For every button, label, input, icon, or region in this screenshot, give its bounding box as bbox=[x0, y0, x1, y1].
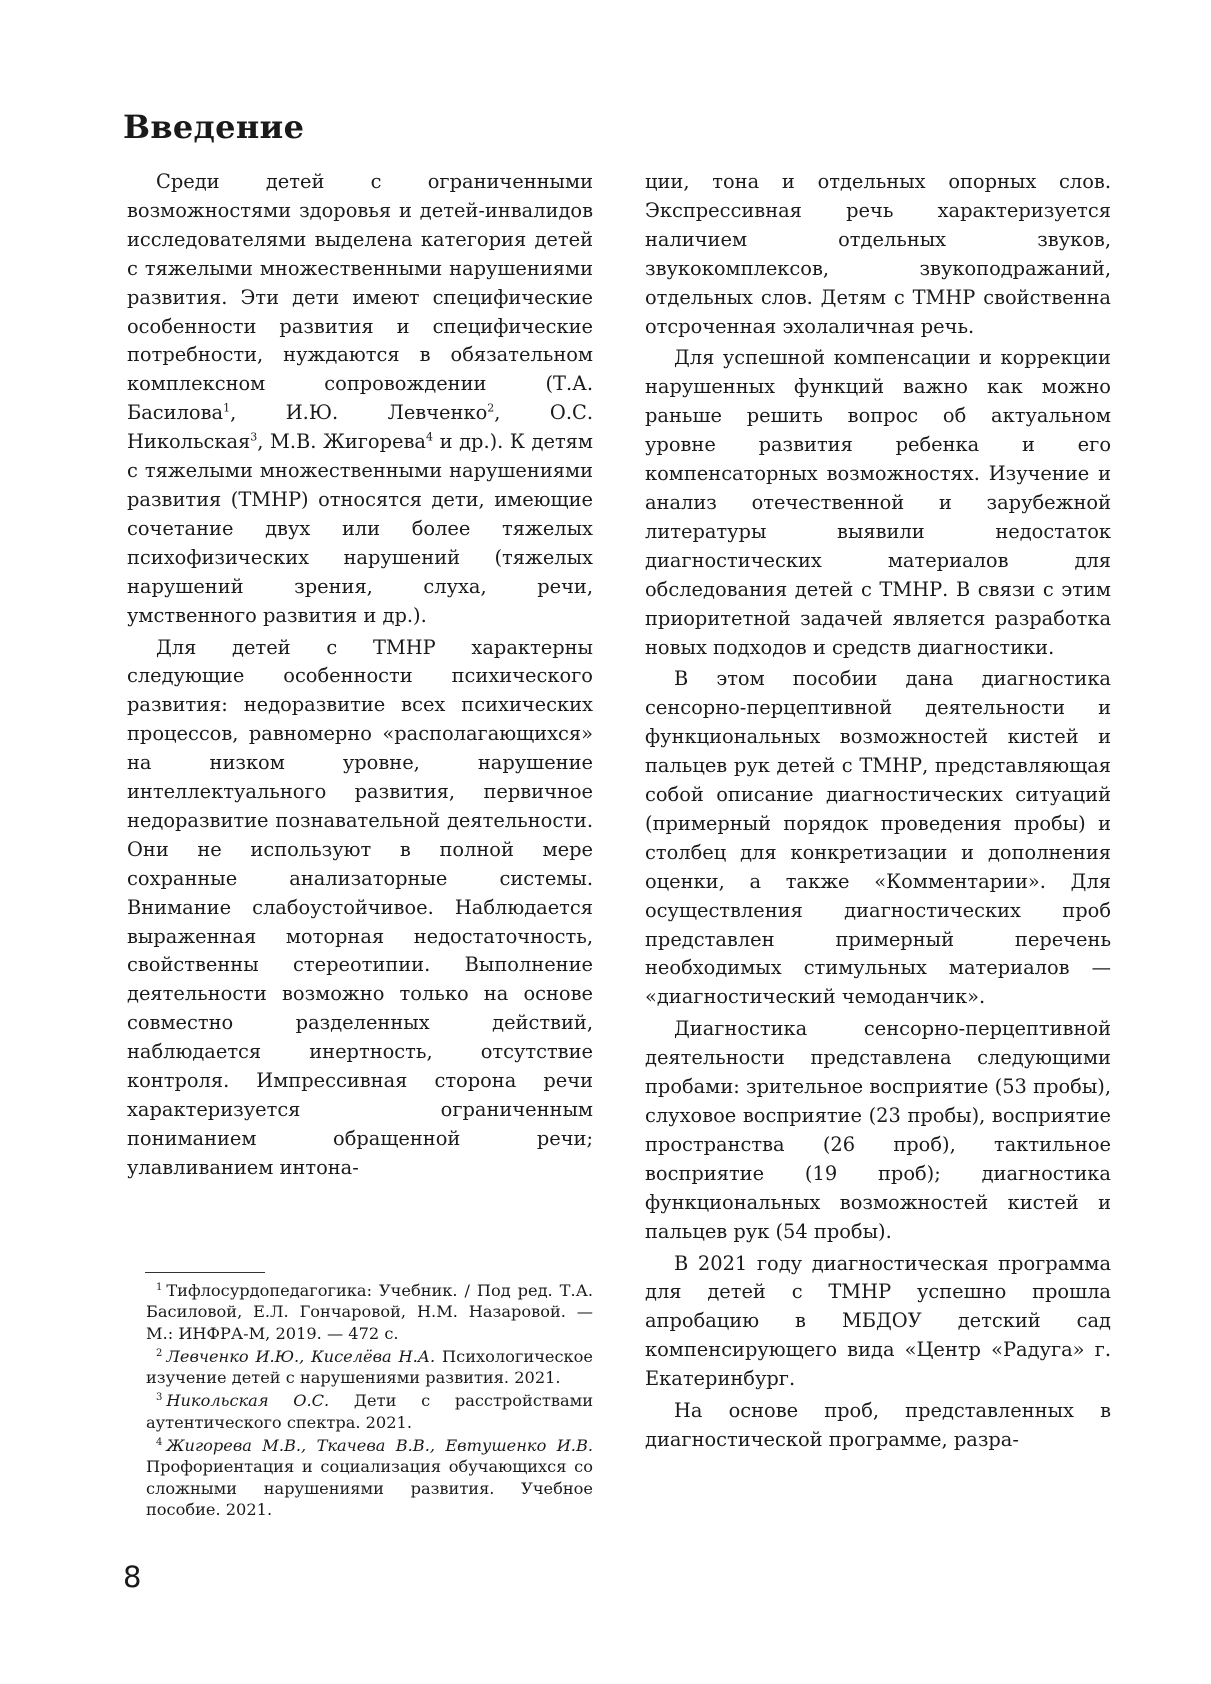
paragraph bbox=[127, 168, 593, 631]
paragraph-text: и др.). К детям с тяжелыми множественными нарушениями развития (ТМНР) относятся дети, имеющие сочетание двух или более тяжелых психофизических нарушений (тяжелых нарушений зрения, слуха, речи, умственного развития и др.). bbox=[127, 430, 593, 627]
paragraph-text: , И.Ю. Левченко bbox=[230, 401, 488, 425]
footnote-text: Тифлосурдопедагогика: Учебник. / Под ред. Т.А. Басиловой, Е.Л. Гончаровой, Н.М. Назаровой. — М.: ИНФРА-М, 2019. — 472 с. bbox=[146, 1281, 593, 1343]
paragraph: Диагностика сенсорно-перцептивной деятельности представлена следующими пробами: зрительное восприятие (53 пробы), слуховое восприятие (23 пробы), восприятие пространства (26 проб), тактильное восприятие (19 проб); диагностика функциональных возможностей кистей и пальцев рук (54 пробы). bbox=[645, 1017, 1111, 1243]
footnote-number: 3 bbox=[156, 1392, 163, 1404]
paragraph: Для детей с ТМНР характерны следующие особенности психического развития: недоразвитие всех психических процессов, равномерно «располагающихся» на низком уровне, нарушение интеллектуального развития, первичное недоразвитие познавательной деятельности. Они не используют в полной мере сохранные анализаторные системы. Внимание слабоустойчивое. Наблюдается выраженная моторная недостаточность, свойственны стереотипии. Выполнение деятельности возможно только на основе совместно разделенных действий, наблюдается инертность, отсутствие контроля. Импрессивная сторона речи характеризуется ограниченным пониманием обращенной речи; улавливанием интона- bbox=[127, 635, 593, 1179]
left-column bbox=[127, 168, 593, 1183]
footnote bbox=[146, 1346, 593, 1389]
paragraph-text: , О.С. Никольская bbox=[127, 401, 593, 454]
footnote-text: Дети с расстройствами аутентического спектра. 2021. bbox=[146, 1391, 593, 1432]
paragraph-text: Среди детей с ограниченными возможностями здоровья и детей-инвалидов исследователями выделена категория детей с тяжелыми множественными нарушениями развития. Эти дети имеют специфические особенности развития и специфические потребности, нуждаются в обязательном комплексном сопровождении (Т.А. Басилова bbox=[127, 170, 593, 425]
footnote bbox=[146, 1390, 593, 1433]
footnote-ref: 3 bbox=[250, 430, 258, 444]
footnote-ref: 4 bbox=[425, 430, 433, 444]
footnote-author: Левченко И.Ю., Киселёва Н.А. bbox=[166, 1346, 436, 1366]
page-number: 8 bbox=[123, 1560, 142, 1594]
footnote-author: Никольская О.С. bbox=[166, 1391, 330, 1411]
footnote-ref: 2 bbox=[487, 401, 495, 415]
page-title: Введение bbox=[123, 108, 305, 146]
right-column bbox=[645, 168, 1111, 1455]
footnotes bbox=[146, 1280, 593, 1522]
paragraph: В этом пособии дана диагностика сенсорно-перцептивной деятельности и функциональных возможностей кистей и пальцев рук детей с ТМНР, представляющая собой описание диагностических ситуаций (примерный порядок проведения пробы) и столбец для конкретизации и дополнения оценки, а также «Комментарии». Для осуществления диагностических проб представлен примерный перечень необходимых стимульных материалов — «диагностический чемоданчик». bbox=[645, 667, 1111, 1009]
paragraph-continuation: ции, тона и отдельных опорных слов. Экспрессивная речь характеризуется наличием отдельных звуков, звукокомплексов, звукоподражаний, отдельных слов. Детям с ТМНР свойственна отсроченная эхолаличная речь. bbox=[645, 170, 1111, 338]
footnote-ref: 1 bbox=[223, 401, 231, 415]
footnote-number: 1 bbox=[156, 1281, 163, 1293]
footnote-divider bbox=[145, 1272, 265, 1273]
footnote bbox=[146, 1435, 593, 1520]
footnote bbox=[146, 1280, 593, 1344]
footnote-text: Профориентация и социализация обучающихся со сложными нарушениями развития. Учебное пособие. 2021. bbox=[146, 1457, 593, 1519]
footnote-number: 4 bbox=[156, 1436, 163, 1448]
paragraph: На основе проб, представленных в диагностической программе, разра- bbox=[645, 1399, 1111, 1451]
footnote-author: Жигорева М.В., Ткачева В.В., Евтушенко И.В. bbox=[166, 1436, 593, 1456]
footnote-text: Психологическое изучение детей с нарушениями развития. 2021. bbox=[146, 1346, 593, 1388]
paragraph-text: , М.В. Жигорева bbox=[257, 430, 426, 454]
paragraph: В 2021 году диагностическая программа для детей с ТМНР успешно прошла апробацию в МБДОУ детский сад компенсирующего вида «Центр «Радуга» г. Екатеринбург. bbox=[645, 1251, 1111, 1391]
footnote-number: 2 bbox=[156, 1347, 163, 1359]
paragraph: Для успешной компенсации и коррекции нарушенных функций важно как можно раньше решить вопрос об актуальном уровне развития ребенка и его компенсаторных возможностях. Изучение и анализ отечественной и зарубежной литературы выявили недостаток диагностических материалов для обследования детей с ТМНР. В связи с этим приоритетной задачей является разработка новых подходов и средств диагностики. bbox=[645, 346, 1111, 659]
